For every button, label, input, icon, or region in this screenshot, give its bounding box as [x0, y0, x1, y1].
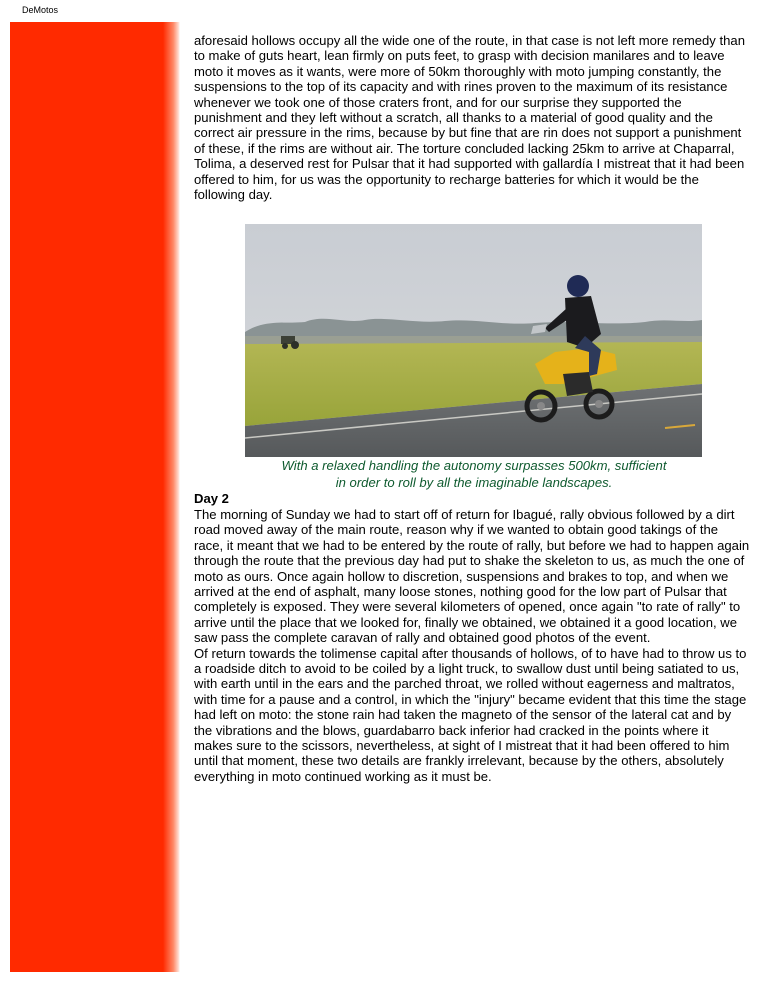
article-paragraph-day-2: The morning of Sunday we had to start off of return for Ibagué, rally obvious followed by a dirt road moved away of the main route, reason why if we wanted to obtain good takings of the race, it meant that we had to be entered by the route of rally, but before we had to happen again through the route that the previous day had put to shake the skeleton to us, as much the one of moto as ours. Once again hollow to discretion, suspensions and brakes to top, and when we arrived at the end of asphalt, many loose stones, nothing good for the low part of Pulsar that completely is exposed. They were several kilometers of opened, once again "to rate of rally" to arrive until the place that we looked for, finally we obtained, we obtained it a good location, we saw pass the complete caravan of rally and obtained good photos of the event. [194, 506, 750, 646]
red-sidebar-band [10, 22, 180, 972]
motorcycle-photo [245, 224, 702, 457]
article-figure [245, 224, 702, 491]
photo-caption [245, 457, 703, 491]
photo-caption-line-2: in order to roll by all the imaginable landscapes. [335, 475, 613, 491]
photo-caption-line-1: With a relaxed handling the autonomy surpasses 500km, sufficient [281, 458, 667, 474]
page-header-title: DeMotos [22, 5, 59, 15]
article-body [194, 33, 750, 784]
section-heading-day-2: Day 2 [194, 491, 229, 507]
article-paragraph-intro: aforesaid hollows occupy all the wide one of the route, in that case is not left more remedy than to make of guts heart, lean firmly on puts feet, to grasp with decision manilares and to leave moto it moves as it wants, were more of 50km thoroughly with moto jumping constantly, the suspensions to the top of its capacity and with rines proven to the maximum of its resistance whenever we took one of those craters front, and for our surprise they supported the punishment and they left without a scratch, all thanks to a material of good quality and the correct air pressure in the rims, because by but fine that are rin does not support a punishment of these, if the rims are without air. The torture concluded lacking 25km to arrive at Chaparral, Tolima, a deserved rest for Pulsar that it had supported with gallardía I mistreat that it had been offered to him, for us was the opportunity to recharge batteries for which it would be the following day. [194, 33, 745, 203]
article-paragraph-return: Of return towards the tolimense capital after thousands of hollows, of to have had to throw us to a roadside ditch to avoid to be coiled by a light truck, to swallow dust until being satiated to us, with earth until in the ears and the parched throat, we rolled without eagerness and maltratos, with time for a pause and a control, in which the "injury" became evident that this time the stage had left on moto: the stone rain had taken the magneto of the sensor of the lateral cat and by the vibrations and the blows, guardabarro back inferior had cracked in the points where it makes sure to the scissors, nevertheless, at sight of I mistreat that it had been offered to him until that moment, these two details are frankly irrelevant, because by the others, absolutely everything in moto continued working as it must be. [194, 645, 747, 784]
